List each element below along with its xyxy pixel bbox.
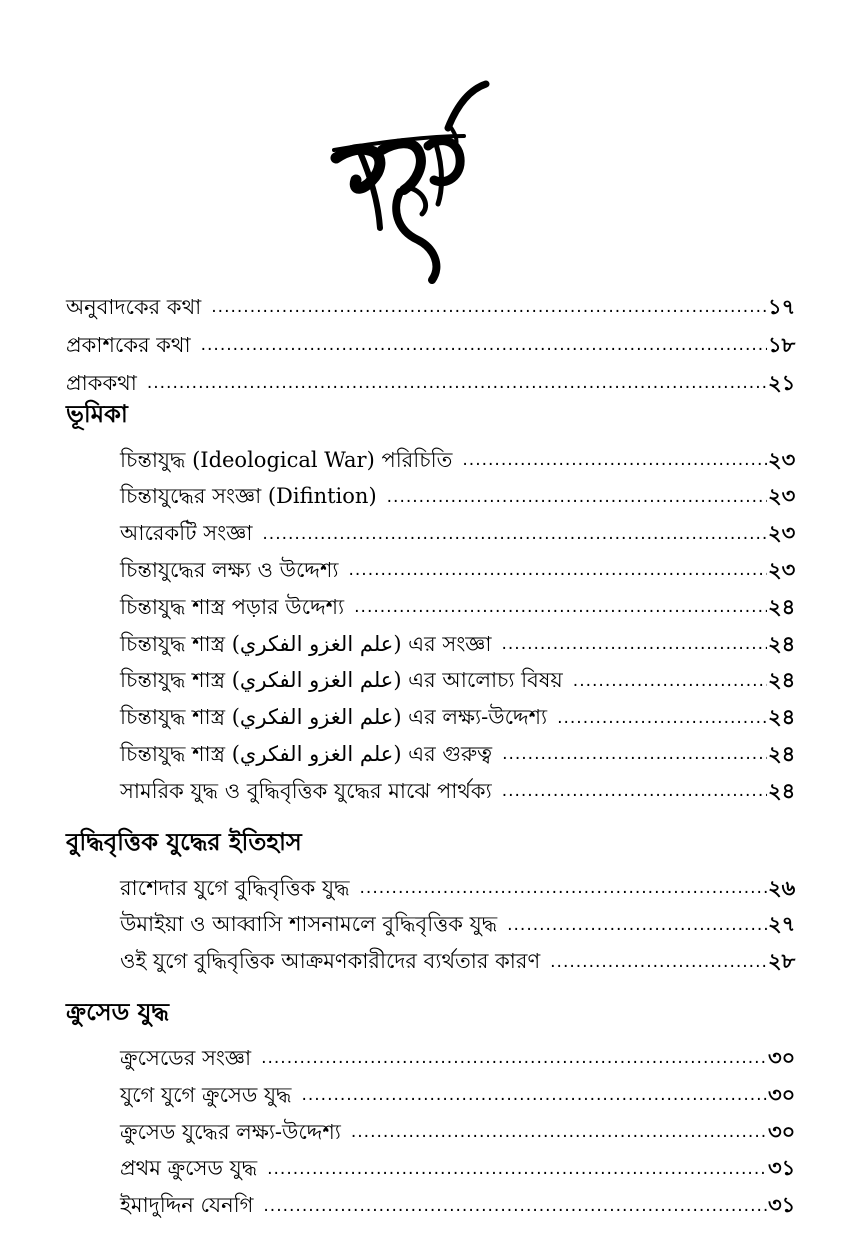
toc-entry[interactable] <box>66 1145 806 1182</box>
toc-entry-page: ৩০ <box>768 1118 796 1144</box>
section-spacer <box>66 974 806 994</box>
leader-dots <box>263 1195 767 1219</box>
toc-entry-page: ২৩ <box>768 520 796 546</box>
toc-entry[interactable] <box>66 436 806 473</box>
arabic-term: علم الغزو الفكري <box>239 741 394 766</box>
label-part: ) এর গুরুত্ব <box>393 741 493 766</box>
toc-entry-label: চিন্তাযুদ্ধের সংজ্ঞা (Difintion) <box>120 484 377 509</box>
toc-entry-page: ১৭ <box>768 293 796 319</box>
leader-dots <box>348 559 767 583</box>
arabic-term: علم الغزو الفكري <box>239 631 394 656</box>
toc-entry[interactable] <box>66 546 806 583</box>
toc-entry-label: আরেকটি সংজ্ঞা <box>120 521 253 546</box>
toc-entry-label <box>120 631 501 657</box>
toc-entry[interactable] <box>66 864 806 901</box>
toc-entry[interactable] <box>66 1071 806 1108</box>
toc-entry-page: ৩০ <box>768 1044 796 1070</box>
toc-entry-page: ৩১ <box>768 1192 796 1218</box>
leader-dots <box>201 334 767 358</box>
leader-dots <box>354 596 767 620</box>
toc-entry-label: রাশেদার যুগে বুদ্ধিবৃত্তিক যুদ্ধ <box>120 875 350 900</box>
toc-entry-label: ইমাদুদ্দিন যেনগি <box>120 1193 254 1218</box>
toc-entry-preface[interactable] <box>66 358 806 396</box>
toc-entry-label <box>120 741 502 767</box>
toc-entry-publisher-note[interactable] <box>66 320 806 358</box>
leader-dots <box>351 1121 767 1145</box>
toc-entry-label: যুগে যুগে ক্রুসেড যুদ্ধ <box>120 1082 292 1107</box>
leader-dots <box>301 1084 767 1108</box>
toc-entry-page: ২৭ <box>768 911 796 937</box>
leader-dots <box>147 372 767 396</box>
toc-entry-page: ২৪ <box>768 704 796 730</box>
toc-entry-page: ২৪ <box>768 593 796 619</box>
arabic-term: علم الغزو الفكري <box>239 668 394 693</box>
arabic-term: علم الغزو الفكري <box>239 705 394 730</box>
label-part: চিন্তাযুদ্ধ শাস্ত্র ( <box>120 705 240 730</box>
toc-entry-label: সামরিক যুদ্ধ ও বুদ্ধিবৃত্তিক যুদ্ধের মাঝে পার্থক্য <box>120 778 492 803</box>
toc-entry-label <box>120 667 573 693</box>
toc-entry[interactable] <box>66 767 806 804</box>
toc-entry-page: ২১ <box>768 369 796 395</box>
toc-entry-label: প্রাককথা <box>66 370 137 395</box>
toc-entry[interactable] <box>66 620 806 657</box>
toc-entry[interactable] <box>66 473 806 510</box>
toc-entry[interactable] <box>66 901 806 938</box>
toc-entry-page: ২৬ <box>768 874 796 900</box>
toc-entry-page: ১৮ <box>768 331 796 357</box>
leader-dots <box>261 1047 767 1071</box>
section-heading-crusades[interactable]: ক্রুসেড যুদ্ধ <box>66 997 170 1027</box>
toc-entry-label: চিন্তাযুদ্ধ (Ideological War) পরিচিতি <box>120 447 453 472</box>
table-of-contents <box>66 282 806 1218</box>
calligraphy-title-graphic <box>300 80 500 290</box>
toc-entry-page: ২৪ <box>768 777 796 803</box>
toc-entry[interactable] <box>66 510 806 547</box>
leader-dots <box>267 1158 767 1182</box>
label-part: চিন্তাযুদ্ধ শাস্ত্র ( <box>120 741 240 766</box>
leader-dots <box>502 780 767 804</box>
toc-entry-label: অনুবাদকের কথা <box>66 294 202 319</box>
label-part: ) এর লক্ষ্য-উদ্দেশ্য <box>393 705 548 730</box>
toc-entry-page: ৩১ <box>768 1155 796 1181</box>
leader-dots <box>262 523 767 547</box>
label-part: ) এর সংজ্ঞা <box>393 631 492 656</box>
toc-entry[interactable] <box>66 583 806 620</box>
toc-entry-label: ক্রুসেড যুদ্ধের লক্ষ্য-উদ্দেশ্য <box>120 1119 341 1144</box>
toc-entry-page: ২৩ <box>768 556 796 582</box>
toc-entry-translator-note[interactable] <box>66 282 806 320</box>
toc-entry-page: ২৪ <box>768 667 796 693</box>
leader-dots <box>550 951 767 975</box>
toc-entry-label: ক্রুসেডের সংজ্ঞা <box>120 1045 252 1070</box>
toc-entry[interactable] <box>66 1182 806 1219</box>
toc-entry[interactable] <box>66 657 806 694</box>
toc-entry-label: প্রকাশকের কথা <box>66 332 191 357</box>
toc-entry[interactable] <box>66 1108 806 1145</box>
leader-dots <box>211 296 767 320</box>
toc-entry[interactable] <box>66 694 806 731</box>
leader-dots <box>557 707 767 731</box>
page-title <box>300 80 500 290</box>
leader-dots <box>573 670 767 694</box>
leader-dots <box>387 486 767 510</box>
leader-dots <box>360 877 767 901</box>
toc-entry-page: ৩০ <box>768 1081 796 1107</box>
toc-entry-page: ২৪ <box>768 630 796 656</box>
toc-entry-label: চিন্তাযুদ্ধের লক্ষ্য ও উদ্দেশ্য <box>120 557 339 582</box>
toc-entry-label: চিন্তাযুদ্ধ শাস্ত্র পড়ার উদ্দেশ্য <box>120 594 345 619</box>
section-heading-history[interactable]: বুদ্ধিবৃত্তিক যুদ্ধের ইতিহাস <box>66 826 302 856</box>
leader-dots <box>507 914 767 938</box>
label-part: চিন্তাযুদ্ধ শাস্ত্র ( <box>120 668 240 693</box>
toc-entry-page: ২৩ <box>768 446 796 472</box>
label-part: ) এর আলোচ্য বিষয় <box>393 668 563 693</box>
toc-entry[interactable] <box>66 1034 806 1071</box>
leader-dots <box>462 449 767 473</box>
toc-entry-page: ২৩ <box>768 483 796 509</box>
toc-entry-page: ২৪ <box>768 740 796 766</box>
toc-entry-label: উমাইয়া ও আব্বাসি শাসনামলে বুদ্ধিবৃত্তিক যুদ্ধ <box>120 912 498 937</box>
toc-entry[interactable] <box>66 938 806 975</box>
toc-entry-page: ২৮ <box>768 948 796 974</box>
leader-dots <box>502 743 767 767</box>
section-spacer <box>66 804 806 824</box>
toc-entry[interactable] <box>66 730 806 767</box>
toc-entry-label: ওই যুগে বুদ্ধিবৃত্তিক আক্রমণকারীদের ব্যর্থতার কারণ <box>120 949 541 974</box>
toc-entry-label <box>120 704 557 730</box>
section-heading-introduction[interactable]: ভূমিকা <box>66 399 128 428</box>
label-part: চিন্তাযুদ্ধ শাস্ত্র ( <box>120 631 240 656</box>
leader-dots <box>501 633 767 657</box>
toc-entry-label: প্রথম ক্রুসেড যুদ্ধ <box>120 1156 258 1181</box>
